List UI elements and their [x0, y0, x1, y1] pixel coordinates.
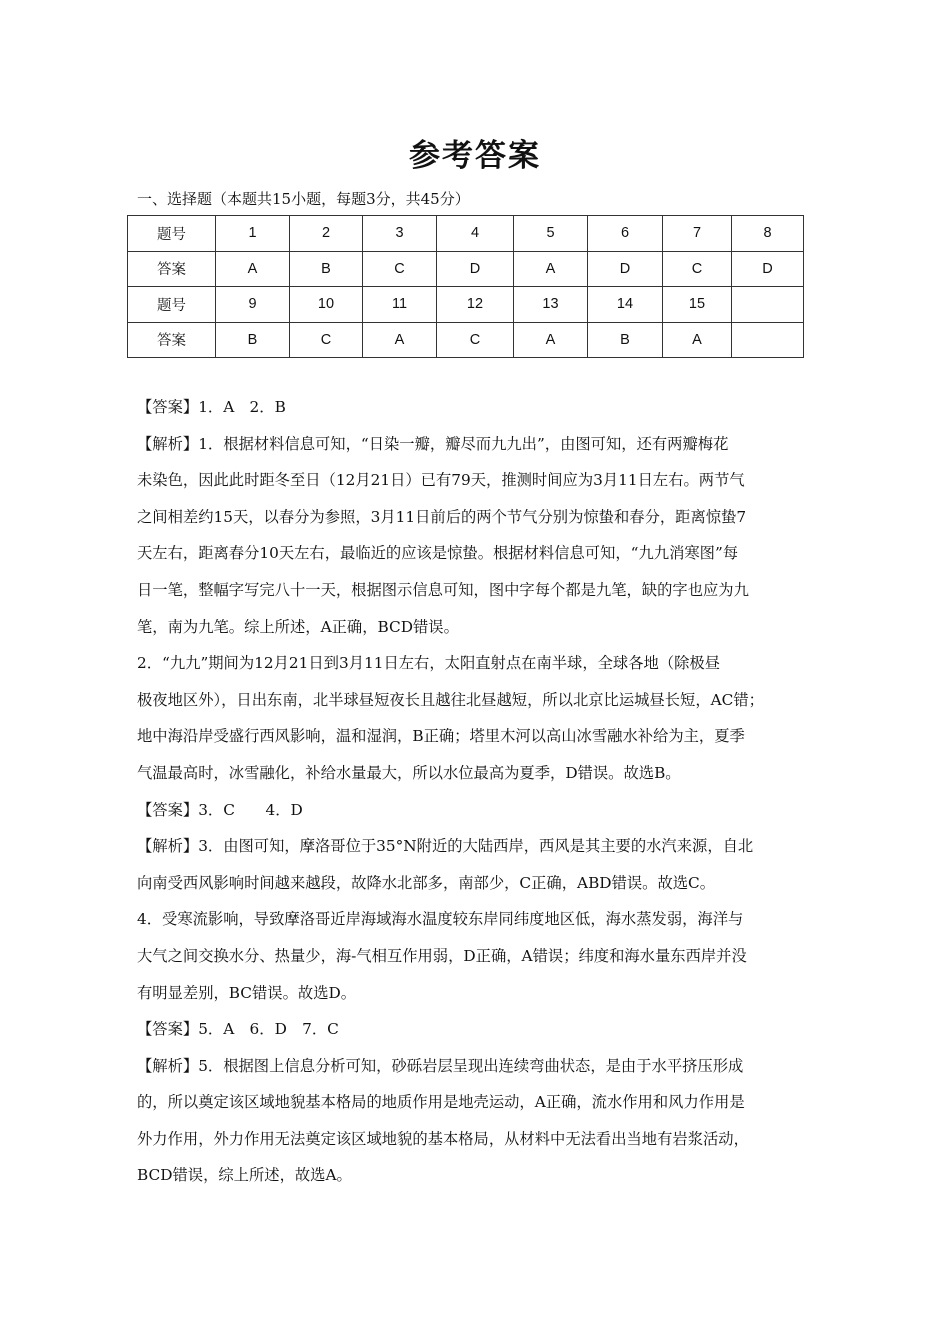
text-line: 极夜地区外），日出东南，北半球昼短夜长且越往北昼越短，所以北京比运城昼长短，AC错； — [137, 690, 764, 709]
table-cell: B — [290, 251, 363, 287]
section-heading: 一、选择题（本题共15小题，每题3分，共45分） — [137, 190, 470, 208]
table-cell: C — [363, 251, 437, 287]
table-cell: 3 — [363, 216, 437, 252]
text-line: 的，所以奠定该区域地貌基本格局的地质作用是地壳运动，A正确，流水作用和风力作用是 — [137, 1093, 745, 1112]
table-cell: 8 — [732, 216, 804, 252]
page-title: 参考答案 — [409, 138, 541, 174]
text-line: 2．“九九”期间为12月21日到3月11日左右，太阳直射点在南半球，全球各地（除极昼 — [137, 654, 721, 673]
table-cell: A — [663, 322, 732, 358]
text-line: 向南受西风影响时间越来越段，故降水北部多，南部少，C正确，ABD错误。故选C。 — [137, 873, 716, 892]
table-cell: A — [363, 322, 437, 358]
table-row — [128, 251, 804, 287]
text-line: BCD错误，综上所述，故选A。 — [137, 1166, 352, 1185]
text-line: 之间相差约15天，以春分为参照，3月11日前后的两个节气分别为惊蛰和春分，距离惊蛰7 — [137, 507, 747, 526]
text-line: 地中海沿岸受盛行西风影响，温和湿润，B正确；塔里木河以高山冰雪融水补给为主，夏季 — [137, 727, 745, 746]
table-cell: C — [663, 251, 732, 287]
table-cell: A — [514, 322, 588, 358]
text-line: 【答案】1．A 2．B — [137, 398, 286, 416]
table-cell: 13 — [514, 287, 588, 323]
table-cell — [732, 322, 804, 358]
table-row — [128, 322, 804, 358]
table-cell: B — [216, 322, 290, 358]
text-line: 天左右，距离春分10天左右，最临近的应该是惊蛰。根据材料信息可知，“九九消寒图”每 — [137, 544, 739, 563]
table-cell: 2 — [290, 216, 363, 252]
table-cell: 7 — [663, 216, 732, 252]
table-row — [128, 287, 804, 323]
table-cell: 10 — [290, 287, 363, 323]
table-cell: D — [732, 251, 804, 287]
table-cell: 15 — [663, 287, 732, 323]
table-cell: A — [216, 251, 290, 287]
row-header-cell: 题号 — [128, 287, 216, 323]
table-cell: 9 — [216, 287, 290, 323]
table-cell: 1 — [216, 216, 290, 252]
table-cell — [732, 287, 804, 323]
table-row — [128, 216, 804, 252]
text-line: 【答案】5．A 6．D 7．C — [137, 1020, 339, 1039]
table-cell: 5 — [514, 216, 588, 252]
row-header-cell: 答案 — [128, 322, 216, 358]
text-line: 4．受寒流影响，导致摩洛哥近岸海域海水温度较东岸同纬度地区低，海水蒸发弱，海洋与 — [137, 910, 744, 929]
answer-table — [127, 215, 804, 358]
table-cell: D — [437, 251, 514, 287]
table-cell: C — [290, 322, 363, 358]
text-line: 【解析】3．由图可知，摩洛哥位于35°N附近的大陆西岸，西风是其主要的水汽来源，自北 — [137, 837, 754, 856]
text-line: 笔，南为九笔。综上所述，A正确，BCD错误。 — [137, 617, 459, 636]
table-cell: C — [437, 322, 514, 358]
text-line: 【解析】1．根据材料信息可知，“日染一瓣，瓣尽而九九出”，由图可知，还有两瓣梅花 — [137, 434, 729, 453]
table-cell: A — [514, 251, 588, 287]
table-cell: B — [588, 322, 663, 358]
text-line: 【解析】5．根据图上信息分析可知，砂砾岩层呈现出连续弯曲状态，是由于水平挤压形成 — [137, 1056, 744, 1075]
table-cell: 6 — [588, 216, 663, 252]
table-cell: 4 — [437, 216, 514, 252]
text-line: 【答案】3．C 4．D — [137, 800, 303, 819]
explanation-body — [137, 394, 827, 1199]
table-cell: 14 — [588, 287, 663, 323]
text-line: 外力作用，外力作用无法奠定该区域地貌的基本格局，从材料中无法看出当地有岩浆活动， — [137, 1129, 749, 1148]
row-header-cell: 题号 — [128, 216, 216, 252]
text-line: 有明显差别，BC错误。故选D。 — [137, 983, 357, 1002]
text-line: 未染色，因此此时距冬至日（12月21日）已有79天，推测时间应为3月11日左右。两节气 — [137, 471, 745, 490]
text-line: 日一笔，整幅字写完八十一天，根据图示信息可知，图中字每个都是九笔，缺的字也应为九 — [137, 580, 749, 599]
table-cell: 12 — [437, 287, 514, 323]
table-cell: 11 — [363, 287, 437, 323]
text-line: 大气之间交换水分、热量少，海-气相互作用弱，D正确，A错误；纬度和海水量东西岸并没 — [137, 946, 747, 965]
table-cell: D — [588, 251, 663, 287]
row-header-cell: 答案 — [128, 251, 216, 287]
text-line: 气温最高时，冰雪融化，补给水量最大，所以水位最高为夏季，D错误。故选B。 — [137, 763, 681, 782]
